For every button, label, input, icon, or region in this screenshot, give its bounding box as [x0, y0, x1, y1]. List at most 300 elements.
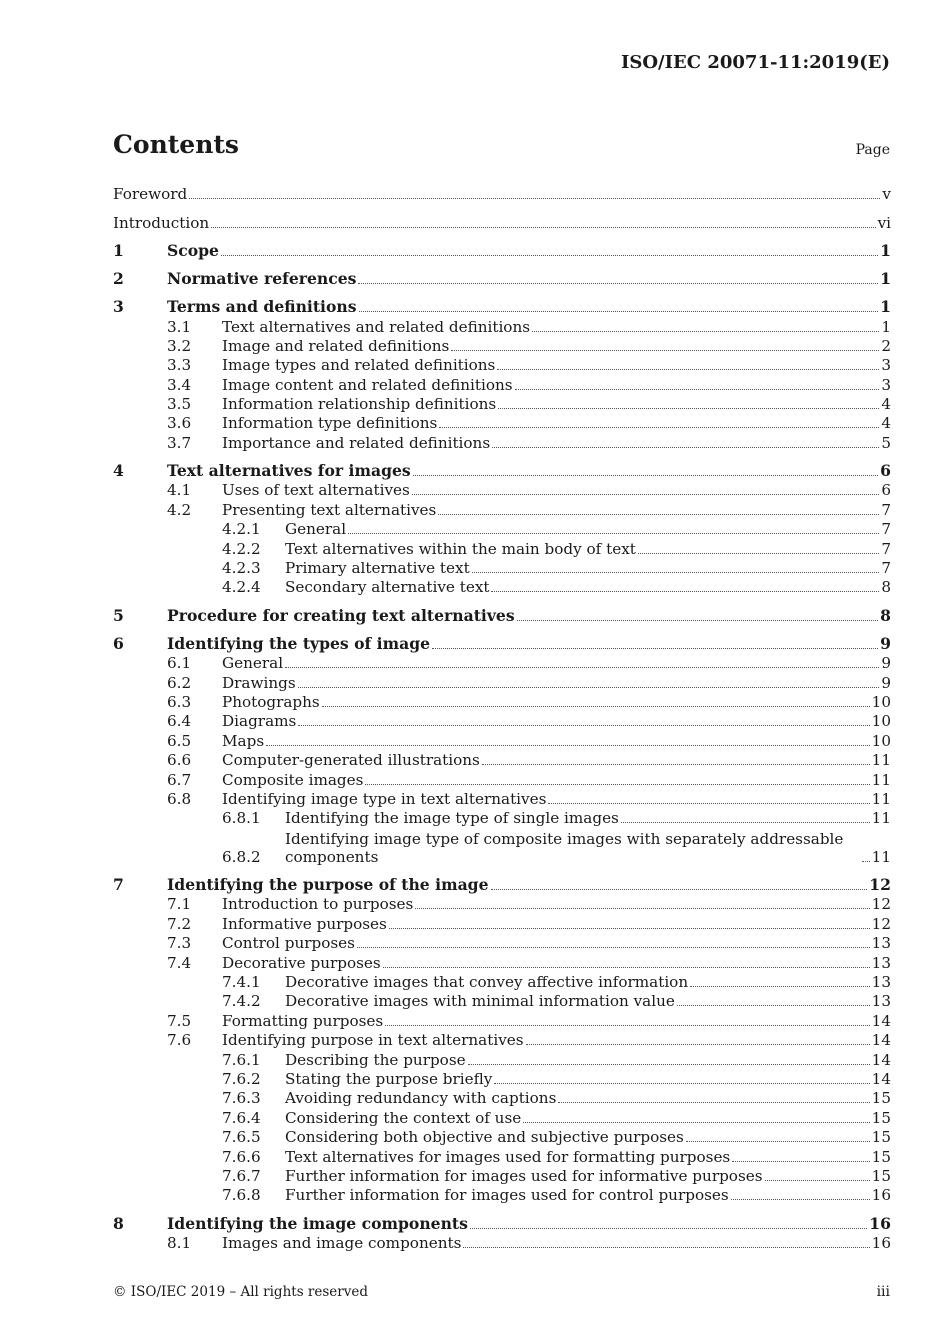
toc-entry-page[interactable]: v [882, 185, 891, 204]
toc-entry-title-wrap [222, 434, 881, 452]
toc-entry-number: 6.8 [167, 789, 192, 808]
toc-entry-number: 7.1 [167, 895, 192, 914]
toc-entry-page[interactable]: 3 [881, 356, 891, 375]
toc-entry-title-wrap [285, 559, 881, 577]
toc-entry[interactable] [113, 952, 891, 971]
toc-entry-page[interactable]: 9 [881, 673, 891, 692]
toc-entry-title[interactable]: Terms and definitions [167, 297, 357, 317]
toc-entry-title[interactable]: Primary alternative text [285, 559, 470, 578]
toc-entry-number: 7.2 [167, 914, 192, 933]
dot-leader [266, 745, 870, 746]
toc-entry-title[interactable]: Information type definitions [222, 414, 438, 433]
toc-entry-title-wrap [222, 751, 872, 769]
dot-leader [412, 494, 880, 495]
toc-entry[interactable] [113, 750, 891, 769]
toc-entry-page[interactable]: 10 [871, 731, 891, 750]
toc-entry-title-wrap [285, 1167, 872, 1185]
dot-leader [677, 1005, 870, 1006]
toc-entry-title-wrap [222, 356, 881, 374]
toc-entry-title-wrap [222, 414, 881, 432]
toc-entry-page[interactable]: 6 [881, 481, 891, 500]
toc-entry-title-wrap [222, 693, 872, 711]
toc-entry-number: 6.8.2 [222, 847, 261, 866]
dot-leader [532, 331, 879, 332]
toc-entry-title[interactable]: Importance and related definitions [222, 433, 491, 452]
copyright-notice: © ISO/IEC 2019 – All rights reserved [113, 1284, 368, 1300]
dot-leader [365, 784, 869, 785]
toc-entry-number: 7.6.6 [222, 1147, 261, 1166]
dot-leader [690, 986, 870, 987]
dot-leader [523, 1122, 869, 1123]
toc-entry-page[interactable]: 8 [881, 578, 891, 597]
dot-leader [686, 1141, 870, 1142]
toc-entry[interactable] [113, 269, 891, 288]
toc-entry-title[interactable]: Drawings [222, 673, 296, 692]
toc-entry-page[interactable]: 1 [880, 268, 891, 288]
toc-entry[interactable] [113, 875, 891, 894]
dot-leader [451, 350, 879, 351]
toc-entry-number: 7.5 [167, 1011, 192, 1030]
toc-entry-page[interactable]: 5 [881, 433, 891, 452]
toc-entry-title[interactable]: Procedure for creating text alternatives [167, 605, 515, 625]
toc-entry-title[interactable]: Further information for images used for control purposes [285, 1186, 729, 1205]
toc-entry-title-wrap [222, 915, 872, 933]
toc-entry-number: 7.6.5 [222, 1128, 261, 1147]
toc-entry-title[interactable]: Introduction to purposes [222, 895, 414, 914]
toc-entry-title[interactable]: Identifying the types of image [167, 633, 431, 653]
toc-entry-page[interactable]: 15 [871, 1128, 891, 1147]
toc-entry[interactable] [113, 240, 891, 259]
toc-entry-page[interactable]: 4 [881, 395, 891, 414]
dot-leader [357, 947, 870, 948]
toc-entry-page[interactable]: 1 [881, 317, 891, 336]
dot-leader [494, 1083, 869, 1084]
toc-entry[interactable] [113, 913, 891, 932]
toc-entry-number: 4.2.1 [222, 520, 261, 539]
dot-leader [413, 475, 878, 476]
toc-entry-title-wrap [167, 635, 880, 653]
toc-entry-number: 3.3 [167, 356, 192, 375]
dot-leader [491, 889, 868, 890]
toc-entry-title[interactable]: Maps [222, 731, 265, 750]
toc-entry-number: 6 [113, 633, 124, 653]
dot-leader [189, 198, 880, 199]
toc-entry[interactable] [113, 336, 891, 355]
toc-entry-page[interactable]: 9 [881, 654, 891, 673]
toc-entry-number: 3.2 [167, 336, 192, 355]
dot-leader [211, 227, 875, 228]
toc-entry[interactable] [113, 894, 891, 913]
toc-entry-title-wrap [222, 712, 872, 730]
toc-entry-number: 7.6.8 [222, 1186, 261, 1205]
toc-entry[interactable] [113, 480, 891, 499]
toc-entry-title-wrap [167, 298, 880, 316]
toc-entry[interactable] [113, 605, 891, 624]
toc-entry-title-wrap [167, 607, 880, 625]
toc-entry-page[interactable]: 11 [871, 770, 891, 789]
toc-entry-number: 6.6 [167, 751, 192, 770]
toc-entry[interactable] [113, 769, 891, 788]
dot-leader [731, 1199, 870, 1200]
toc-entry-page[interactable]: 10 [871, 692, 891, 711]
toc-entry-title[interactable]: Text alternatives and related definitions [222, 317, 531, 336]
toc-entry-page[interactable]: 16 [869, 1213, 891, 1233]
toc-entry-title[interactable]: Uses of text alternatives [222, 481, 410, 500]
toc-entry-title[interactable]: Text alternatives within the main body of text [285, 539, 636, 558]
toc-entry-title[interactable]: Introduction [113, 213, 210, 232]
toc-entry-number: 7.3 [167, 934, 192, 953]
toc-entry-title-wrap [285, 809, 872, 827]
toc-entry-title[interactable]: Information relationship definitions [222, 395, 497, 414]
toc-entry[interactable] [113, 827, 891, 866]
toc-entry-title-wrap [222, 674, 881, 692]
dot-leader [470, 1228, 867, 1229]
toc-entry-number: 7.6.1 [222, 1050, 261, 1069]
table-of-contents [113, 184, 891, 1252]
toc-entry-page[interactable]: 13 [871, 953, 891, 972]
toc-entry-title[interactable]: Decorative images with minimal information value [285, 992, 675, 1011]
toc-entry-page[interactable]: 16 [871, 1186, 891, 1205]
toc-entry[interactable] [113, 730, 891, 749]
toc-entry[interactable] [113, 432, 891, 451]
dot-leader [765, 1180, 870, 1181]
toc-entry[interactable] [113, 972, 891, 991]
toc-entry[interactable] [113, 1185, 891, 1204]
toc-entry-title-wrap [285, 1089, 872, 1107]
toc-entry-page[interactable]: 11 [871, 809, 891, 828]
toc-entry-title[interactable]: Image and related definitions [222, 336, 450, 355]
toc-entry[interactable] [113, 413, 891, 432]
dot-leader [358, 283, 878, 284]
toc-entry-page[interactable]: 13 [871, 934, 891, 953]
toc-entry-title[interactable]: Images and image components [222, 1233, 462, 1252]
toc-entry[interactable] [113, 1069, 891, 1088]
toc-entry-page[interactable]: 14 [871, 1011, 891, 1030]
toc-entry-title[interactable]: Stating the purpose briefly [285, 1069, 493, 1088]
toc-entry-page[interactable]: 16 [871, 1233, 891, 1252]
toc-entry-page[interactable]: 14 [871, 1031, 891, 1050]
toc-entry-page[interactable]: 7 [881, 559, 891, 578]
dot-leader [472, 572, 880, 573]
dot-leader [526, 1044, 870, 1045]
toc-entry-number: 6.2 [167, 673, 192, 692]
toc-entry[interactable] [113, 1213, 891, 1232]
toc-entry-title-wrap [285, 578, 881, 596]
dot-leader [732, 1161, 869, 1162]
dot-leader [468, 1064, 870, 1065]
toc-entry-title-wrap [167, 876, 869, 894]
toc-entry-page[interactable]: 2 [881, 336, 891, 355]
toc-entry-title-wrap [167, 242, 880, 260]
toc-entry-number: 3.1 [167, 317, 192, 336]
toc-entry-page[interactable]: 8 [880, 605, 891, 625]
dot-leader [432, 648, 878, 649]
toc-entry-title[interactable]: Avoiding redundancy with captions [285, 1089, 557, 1108]
toc-entry-page[interactable]: 12 [869, 875, 891, 895]
toc-entry-title-wrap [222, 771, 872, 789]
toc-entry-title-wrap [222, 337, 881, 355]
document-id: ISO/IEC 20071-11:2019(E) [620, 52, 890, 73]
toc-entry-page[interactable]: 9 [880, 633, 891, 653]
dot-leader [285, 667, 879, 668]
dot-leader [438, 514, 879, 515]
dot-leader [558, 1102, 869, 1103]
toc-entry-title-wrap [222, 895, 872, 913]
dot-leader [862, 861, 870, 862]
toc-entry-title[interactable]: Image content and related definitions [222, 375, 513, 394]
toc-entry[interactable] [113, 1233, 891, 1252]
toc-entry-title-wrap [222, 481, 881, 499]
toc-entry[interactable] [113, 499, 891, 518]
toc-entry-number: 6.1 [167, 654, 192, 673]
toc-entry-page[interactable]: 11 [871, 751, 891, 770]
toc-entry[interactable] [113, 461, 891, 480]
toc-entry[interactable] [113, 633, 891, 652]
toc-entry-title-wrap [285, 540, 881, 558]
toc-entry-page[interactable]: 11 [871, 847, 891, 866]
toc-entry[interactable] [113, 808, 891, 827]
toc-entry-title[interactable]: Identifying the image type of single images [285, 809, 619, 828]
toc-entry-title[interactable]: Computer-generated illustrations [222, 751, 480, 770]
toc-entry-number: 3 [113, 297, 124, 317]
toc-entry-title-wrap [222, 1234, 872, 1252]
toc-entry-title[interactable]: Informative purposes [222, 914, 387, 933]
toc-entry-title[interactable]: Normative references [167, 268, 357, 288]
dot-leader [517, 620, 879, 621]
toc-entry-number: 4.2.2 [222, 539, 261, 558]
toc-entry-title-wrap [285, 520, 881, 538]
toc-entry-page[interactable]: 13 [871, 992, 891, 1011]
toc-entry-title[interactable]: Decorative images that convey affective information [285, 973, 689, 992]
dot-leader [638, 553, 879, 554]
dot-leader [497, 369, 879, 370]
toc-entry[interactable] [113, 1127, 891, 1146]
toc-entry[interactable] [113, 212, 891, 231]
toc-entry-title-wrap [285, 1070, 872, 1088]
toc-entry[interactable] [113, 1107, 891, 1126]
dot-leader [221, 255, 878, 256]
toc-entry-title[interactable]: Presenting text alternatives [222, 500, 437, 519]
toc-entry-page[interactable]: 11 [871, 789, 891, 808]
toc-entry-number: 4.2.4 [222, 578, 261, 597]
toc-entry-title[interactable]: Secondary alternative text [285, 578, 490, 597]
toc-entry-title[interactable]: Text alternatives for images [167, 461, 411, 481]
page-title: Contents [113, 130, 240, 159]
toc-entry-number: 6.3 [167, 692, 192, 711]
toc-entry-number: 6.4 [167, 712, 192, 731]
dot-leader [492, 447, 879, 448]
toc-entry-title-wrap [222, 954, 872, 972]
toc-entry-title[interactable]: Text alternatives for images used for formatting purposes [285, 1147, 731, 1166]
toc-entry-number: 7.4 [167, 953, 192, 972]
toc-entry-number: 2 [113, 268, 124, 288]
dot-leader [385, 1025, 870, 1026]
toc-entry-title[interactable]: Identifying the image components [167, 1213, 468, 1233]
page-column-label: Page [855, 142, 890, 158]
dot-leader [322, 706, 870, 707]
toc-entry-title[interactable]: Identifying the purpose of the image [167, 875, 489, 895]
toc-entry[interactable] [113, 692, 891, 711]
toc-entry-number: 8 [113, 1213, 124, 1233]
toc-entry-title[interactable]: Scope [167, 240, 219, 260]
toc-entry-title[interactable]: Further information for images used for informative purposes [285, 1166, 763, 1185]
dot-leader [515, 389, 880, 390]
toc-entry-title-wrap [222, 318, 881, 336]
toc-entry-title-wrap [222, 654, 881, 672]
toc-entry-title-wrap [285, 992, 872, 1010]
toc-entry[interactable] [113, 394, 891, 413]
toc-entry-number: 8.1 [167, 1233, 192, 1252]
dot-leader [491, 591, 879, 592]
toc-entry-page[interactable]: 1 [880, 240, 891, 260]
toc-entry-title-wrap [222, 790, 872, 808]
toc-entry-number: 4 [113, 461, 124, 481]
toc-entry-page[interactable]: 15 [871, 1147, 891, 1166]
toc-entry[interactable] [113, 316, 891, 335]
toc-entry-number: 4.2 [167, 500, 192, 519]
toc-entry-page[interactable]: 7 [881, 520, 891, 539]
toc-entry-page[interactable]: 10 [871, 712, 891, 731]
toc-entry-number: 7.4.1 [222, 973, 261, 992]
dot-leader [389, 928, 870, 929]
toc-entry-title[interactable]: Identifying purpose in text alternatives [222, 1031, 524, 1050]
dot-leader [439, 427, 879, 428]
toc-entry[interactable] [113, 355, 891, 374]
toc-entry-title[interactable]: Image types and related definitions [222, 356, 496, 375]
toc-entry-number: 3.5 [167, 395, 192, 414]
toc-entry-page[interactable]: 3 [881, 375, 891, 394]
toc-entry-title[interactable]: Foreword [113, 185, 188, 204]
dot-leader [383, 967, 870, 968]
toc-entry-number: 5 [113, 605, 124, 625]
toc-entry-number: 3.7 [167, 433, 192, 452]
toc-entry-page[interactable]: 1 [880, 297, 891, 317]
toc-entry[interactable] [113, 538, 891, 557]
toc-entry-page[interactable]: 4 [881, 414, 891, 433]
toc-entry[interactable] [113, 1010, 891, 1029]
page-number: iii [876, 1284, 890, 1300]
toc-entry-title-wrap [167, 270, 880, 288]
toc-entry-page[interactable]: 13 [871, 973, 891, 992]
toc-entry[interactable] [113, 653, 891, 672]
toc-entry-number: 7.6.3 [222, 1089, 261, 1108]
toc-entry-title-wrap [285, 1051, 872, 1069]
toc-entry-title-wrap [222, 1012, 872, 1030]
toc-entry[interactable] [113, 991, 891, 1010]
toc-entry-title[interactable]: Considering both objective and subjective purposes [285, 1128, 684, 1147]
toc-entry-number: 7 [113, 875, 124, 895]
toc-entry-page[interactable]: 15 [871, 1089, 891, 1108]
dot-leader [415, 908, 869, 909]
toc-entry-title-wrap [285, 1109, 872, 1127]
toc-entry-title[interactable]: Formatting purposes [222, 1011, 384, 1030]
toc-entry[interactable] [113, 558, 891, 577]
toc-entry-title-wrap [167, 462, 880, 480]
toc-entry[interactable] [113, 1088, 891, 1107]
toc-entry-number: 4.1 [167, 481, 192, 500]
toc-entry-number: 7.6.2 [222, 1069, 261, 1088]
toc-entry-title-wrap [285, 1148, 872, 1166]
toc-entry-title-wrap [285, 973, 872, 991]
toc-entry-title-wrap [222, 1031, 872, 1049]
toc-entry-page[interactable]: 6 [880, 461, 891, 481]
dot-leader [463, 1247, 869, 1248]
toc-entry-title-wrap [285, 830, 872, 866]
toc-entry-number: 4.2.3 [222, 559, 261, 578]
toc-entry-title-wrap [113, 214, 878, 232]
toc-entry[interactable] [113, 1166, 891, 1185]
toc-entry-title-wrap [222, 732, 872, 750]
dot-leader [348, 533, 879, 534]
toc-entry-title-wrap [222, 934, 872, 952]
toc-entry-number: 7.6 [167, 1031, 192, 1050]
toc-entry-title[interactable]: Considering the context of use [285, 1108, 522, 1127]
toc-entry-page[interactable]: 15 [871, 1166, 891, 1185]
toc-entry-title[interactable]: General [222, 654, 284, 673]
toc-entry-number: 6.7 [167, 770, 192, 789]
toc-entry-title[interactable]: Photographs [222, 692, 320, 711]
toc-entry-number: 6.8.1 [222, 809, 261, 828]
toc-entry[interactable] [113, 519, 891, 538]
toc-entry[interactable] [113, 1049, 891, 1068]
toc-entry[interactable] [113, 184, 891, 203]
toc-entry[interactable] [113, 297, 891, 316]
toc-entry-number: 1 [113, 240, 124, 260]
toc-entry[interactable] [113, 933, 891, 952]
toc-entry-title[interactable]: Decorative purposes [222, 953, 381, 972]
dot-leader [482, 764, 870, 765]
toc-entry[interactable] [113, 789, 891, 808]
toc-entry-page[interactable]: 14 [871, 1050, 891, 1069]
toc-entry[interactable] [113, 1146, 891, 1165]
toc-entry-title-wrap [222, 376, 881, 394]
toc-entry-title-wrap [167, 1215, 869, 1233]
toc-entry[interactable] [113, 374, 891, 393]
dot-leader [621, 822, 870, 823]
toc-entry-title-wrap [222, 395, 881, 413]
toc-entry-title[interactable]: Composite images [222, 770, 364, 789]
toc-entry[interactable] [113, 1030, 891, 1049]
toc-entry-page[interactable]: 12 [871, 895, 891, 914]
toc-entry[interactable] [113, 672, 891, 691]
toc-entry-number: 6.5 [167, 731, 192, 750]
toc-entry-number: 7.6.4 [222, 1108, 261, 1127]
toc-entry-page[interactable]: 14 [871, 1069, 891, 1088]
toc-entry-title[interactable]: Control purposes [222, 934, 355, 953]
toc-entry-title[interactable]: Describing the purpose [285, 1050, 466, 1069]
toc-entry-title[interactable]: Diagrams [222, 712, 297, 731]
toc-entry[interactable] [113, 711, 891, 730]
toc-entry-title-wrap [222, 501, 881, 519]
toc-entry-title[interactable]: Identifying image type in text alternatives [222, 789, 547, 808]
toc-entry-page[interactable]: 7 [881, 500, 891, 519]
toc-entry-title[interactable]: Identifying image type of composite images with separately addressable components [285, 829, 844, 866]
dot-leader [498, 408, 879, 409]
dot-leader [298, 725, 869, 726]
toc-entry-number: 3.6 [167, 414, 192, 433]
toc-entry-number: 3.4 [167, 375, 192, 394]
toc-entry-title-wrap [285, 1186, 872, 1204]
toc-entry-title[interactable]: General [285, 520, 347, 539]
toc-entry[interactable] [113, 577, 891, 596]
dot-leader [298, 687, 880, 688]
dot-leader [359, 311, 879, 312]
toc-entry-number: 7.6.7 [222, 1166, 261, 1185]
toc-entry-page[interactable]: vi [877, 213, 891, 232]
toc-entry-page[interactable]: 12 [871, 914, 891, 933]
toc-entry-page[interactable]: 15 [871, 1108, 891, 1127]
toc-entry-page[interactable]: 7 [881, 539, 891, 558]
